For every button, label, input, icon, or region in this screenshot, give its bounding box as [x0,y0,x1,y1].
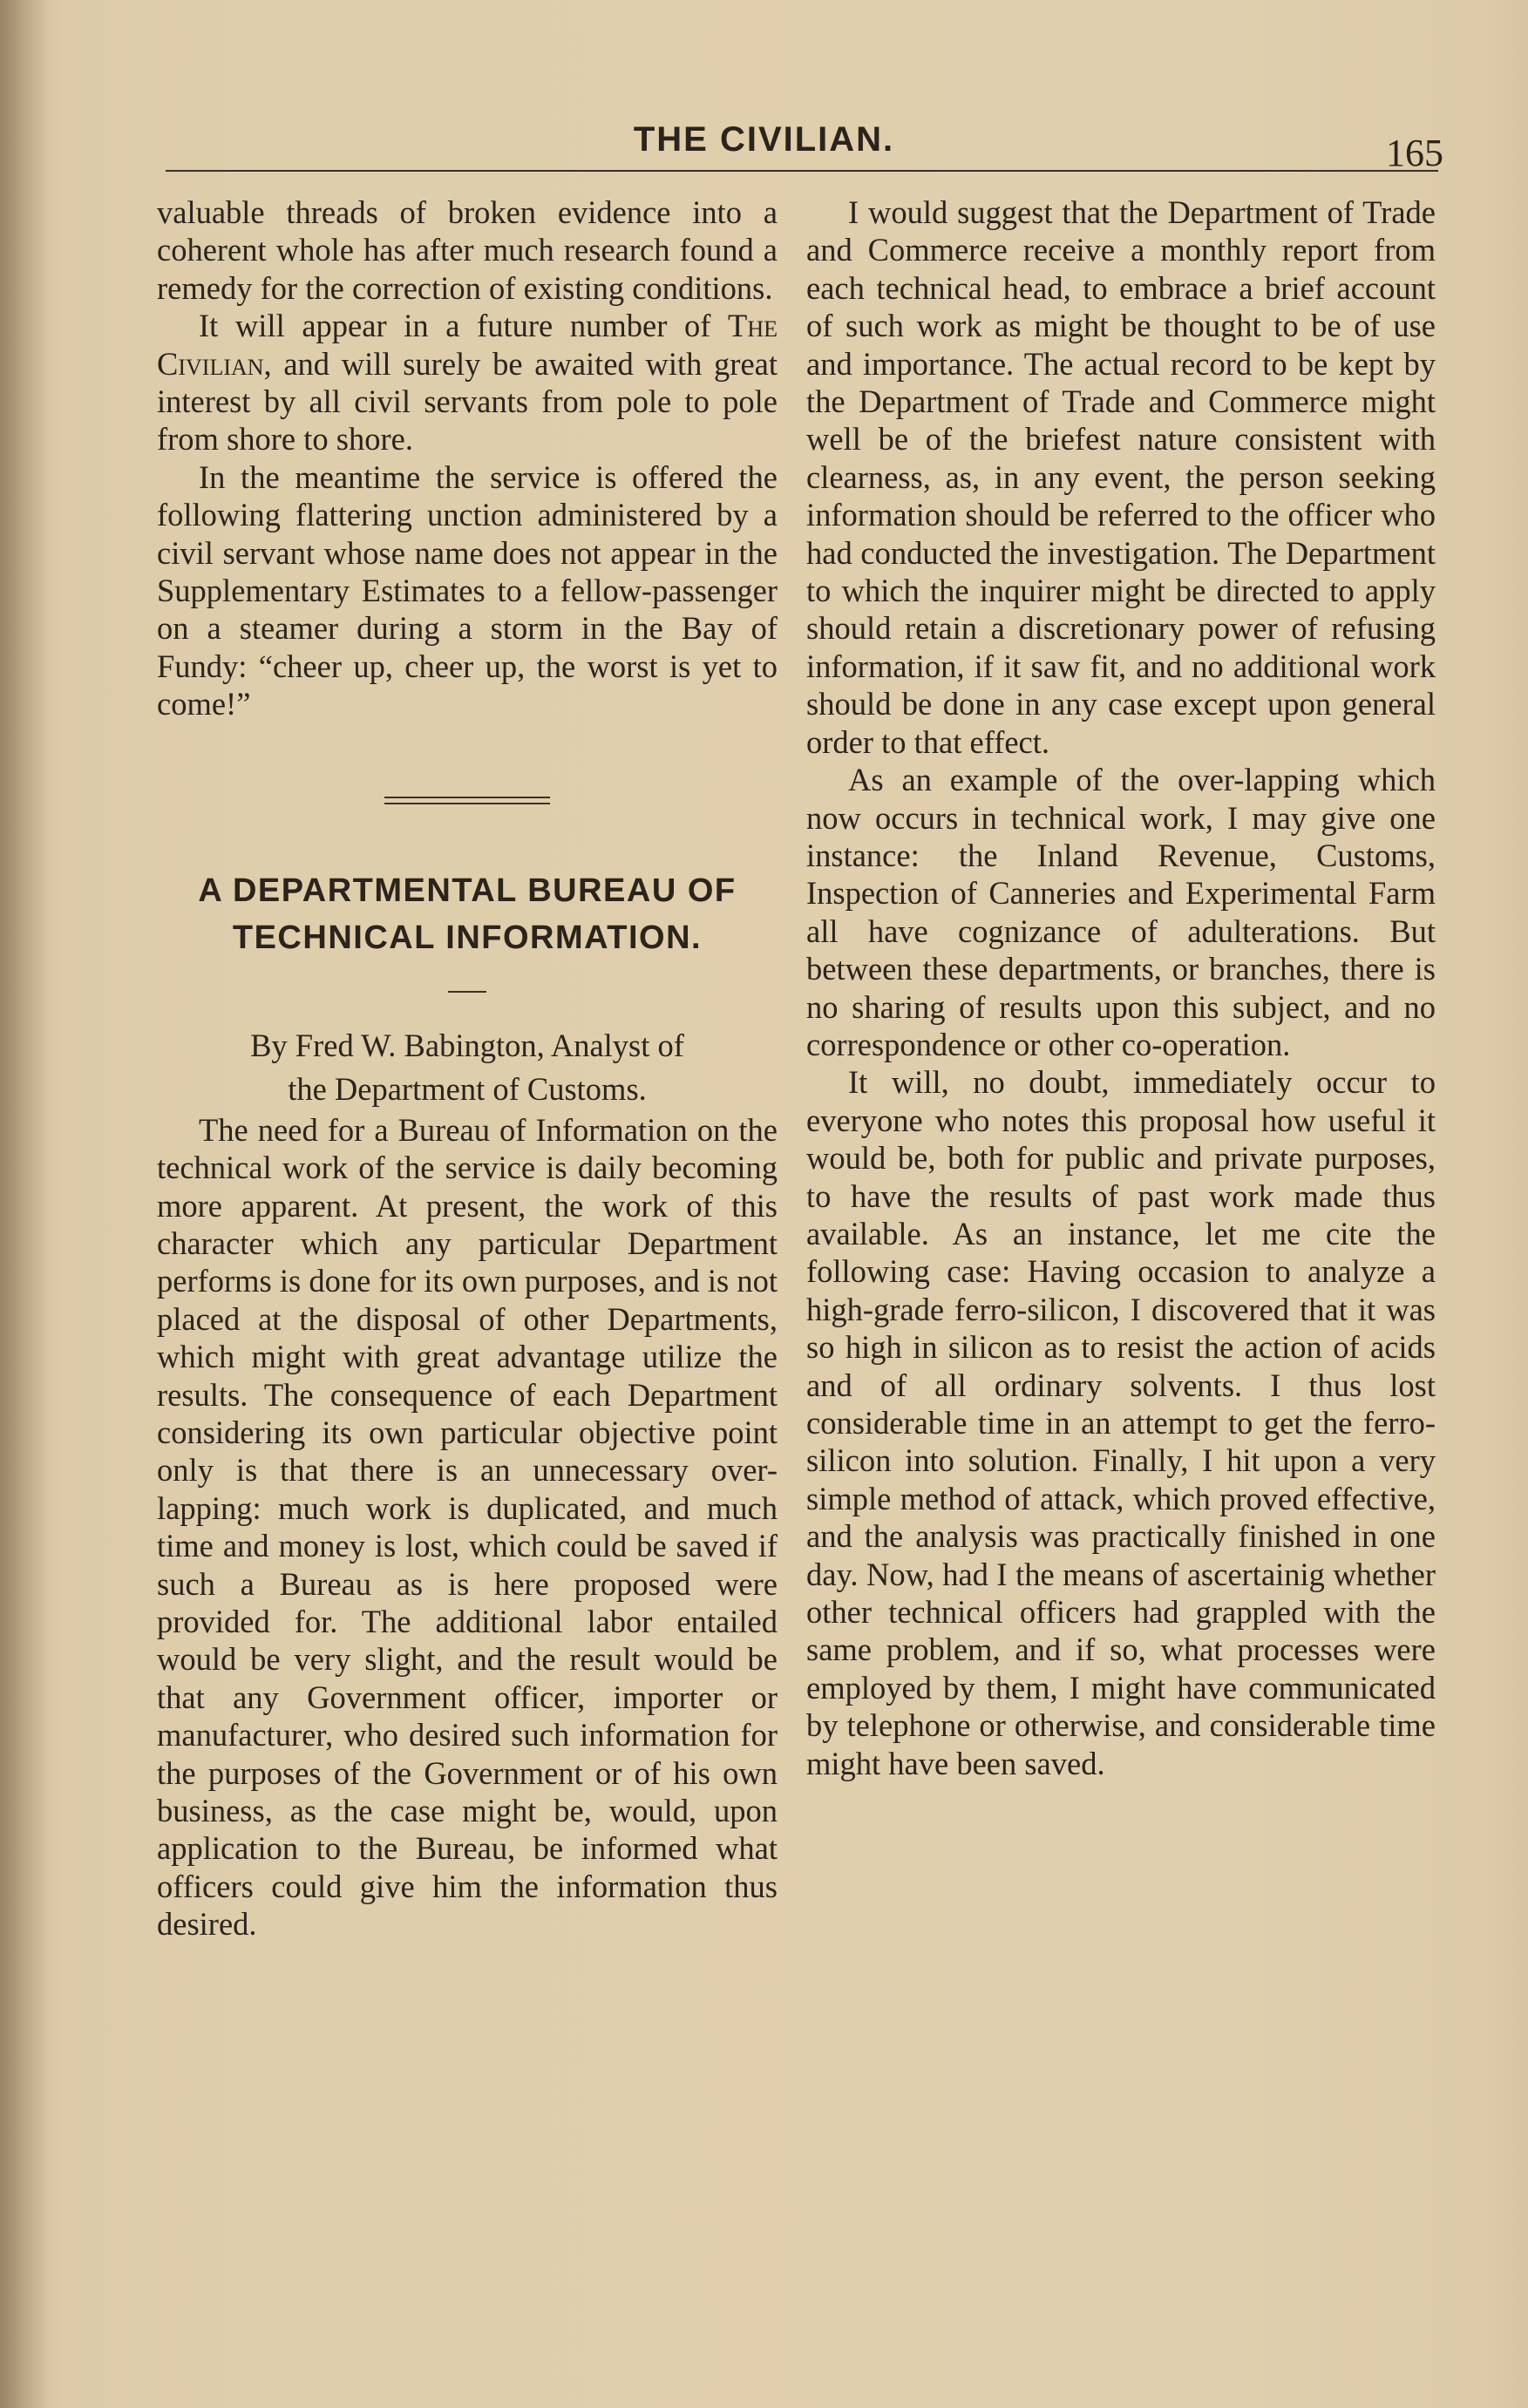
continued-paragraph: valuable threads of broken evidence into a coherent whole has after much research found a remedy for the correction of existing conditions. [157,194,778,306]
running-head: THE CIVILIAN. [633,120,895,159]
title-line: TECHNICAL INFORMATION. [232,919,703,956]
text: It will appear in a future number of [199,308,729,344]
byline [157,1024,778,1111]
article-paragraph: I would suggest that the Department of Trade and Commerce receive a monthly report from each technical head, to embrace a brief account of such work as might be thought to be of use and importance. The actual record to be kept by the Department of Trade and Commerce might well be of the briefest nature consistent with clearness, as, in any event, the person seeking information should be referred to the officer who had conducted the investigation. The Department to which the inquirer might be directed to apply should retain a discretionary power of refusing information, if it saw fit, and no additional work should be done in any case except upon general order to that effect. [806,194,1436,760]
byline-line: the Department of Customs. [288,1070,647,1107]
paragraph-future-number [157,307,778,458]
article-paragraph: It will, no doubt, immediately occur to everyone who notes this proposal how useful it would be, both for public and private purposes, to have the results of past work made thus available. As an instance, let me cite the following case: Having occasion to analyze a high-grade ferro-silicon, I discovered that it was so high in silicon as to resist the action of acids and of all ordinary solvents. I thus lost considerable time in an attempt to get the ferro-silicon into solution. Finally, I hit upon a very simple method of attack, which proved effective, and the analysis was practically finished in one day. Now, had I the means of ascertainig whether other technical officers had grappled with the same problem, and if so, what processes were employed by them, I might have communicated by telephone or otherwise, and considerable time might have been saved. [806,1064,1436,1781]
section-divider [384,797,550,804]
title-line: A DEPARTMENTAL BUREAU OF [198,872,737,909]
header-rule [166,170,1438,172]
article-title [157,867,778,961]
article-paragraph: As an example of the over-lapping which now occurs in technical work, I may give one instance: the Inland Revenue, Customs, Inspection of Canneries and Experimental Farm all have cognizance of adulterations. But between these departments, or branches, there is no sharing of results upon this subject, and no correspondence or other co-operation. [806,762,1436,1062]
paragraph-unction: In the meantime the service is offered the following flattering unction administered by a civil servant whose name does not appear in the Supplementary Estimates to a fellow-passenger on a steamer during a storm in the Bay of Fundy: “cheer up, cheer up, the worst is yet to come!” [157,458,778,722]
byline-line: By Fred W. Babington, Analyst of [250,1027,684,1063]
left-column [157,193,778,1943]
text: , and will surely be awaited with great interest by all civil servants from pole to pole from shore to shore. [157,345,778,458]
page-number: 165 [1386,132,1443,174]
right-column [806,193,1436,1782]
article-paragraph: The need for a Bureau of Information on the technical work of the service is daily becoming more apparent. At present, the work of this character which any particular Department performs is done for its own purposes, and is not placed at the disposal of other Departments, which might with great advantage utilize the results. The consequence of each Department considering its own particular objective point only is that there is an unnecessary over-lapping: much work is duplicated, and much time and money is lost, which could be saved if such a Bureau as is here proposed were provided for. The additional labor entailed would be very slight, and the result would be that any Government officer, importer or manufacturer, who desired such information for the purposes of the Government or of his own business, as the case might be, would, upon application to the Bureau, be informed what officers could give him the information thus desired. [157,1111,778,1943]
publication-name: The Civilian [157,308,778,382]
binding-shadow [0,0,48,2408]
title-divider [448,991,486,993]
